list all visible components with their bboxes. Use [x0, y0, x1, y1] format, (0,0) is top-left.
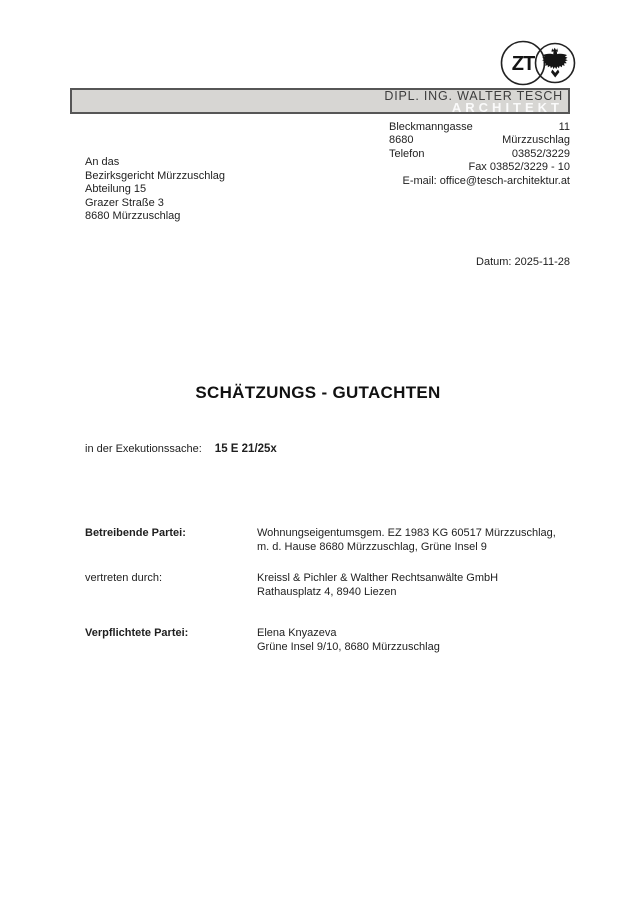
zt-monogram: ZT — [511, 53, 535, 75]
party-value-obligated — [257, 626, 572, 654]
contact-block — [389, 121, 570, 188]
contact-zip: 8680 — [389, 134, 414, 147]
date-value: 2025-11-28 — [514, 256, 570, 268]
contact-fax-line: Fax 03852/3229 - 10 — [468, 161, 570, 174]
recipient-line-4: Grazer Straße 3 — [85, 196, 164, 209]
party-label-obligated: Verpflichtete Partei: — [85, 627, 189, 639]
case-number: 15 E 21/25x — [214, 443, 277, 455]
contact-city-line — [389, 134, 570, 147]
date-label: Datum: — [476, 256, 512, 268]
recipient-line-3: Abteilung 15 — [85, 183, 147, 195]
party-representative-line-2: Rathausplatz 4, 8940 Liezen — [257, 586, 397, 598]
austrian-federal-eagle-icon — [542, 48, 568, 78]
contact-phone-line — [389, 148, 570, 161]
recipient-line-1: An das — [85, 156, 120, 168]
parties-section — [85, 526, 572, 654]
case-label: in der Exekutionssache: — [85, 443, 202, 455]
party-row-representative — [85, 571, 572, 599]
party-row-obligated — [85, 626, 572, 654]
party-obligated-line-2: Grüne Insel 9/10, 8680 Mürzzuschlag — [257, 641, 440, 653]
recipient-address — [85, 156, 225, 224]
party-value-operating — [257, 526, 572, 554]
party-label-representative: vertreten durch: — [85, 572, 163, 584]
contact-email-line: E-mail: office@tesch-architektur.at — [402, 174, 570, 187]
logo-graphic — [498, 40, 578, 86]
recipient-line-5: 8680 Mürzzuschlag — [85, 210, 181, 222]
case-reference — [85, 443, 277, 455]
party-label-operating: Betreibende Partei: — [85, 527, 186, 539]
date-line — [476, 256, 570, 268]
party-operating-line-1: Wohnungseigentumsgem. EZ 1983 KG 60517 Mürzzuschlag, — [257, 527, 556, 539]
architect-role: ARCHITEKT — [451, 100, 563, 114]
contact-phone-label: Telefon — [389, 147, 425, 160]
party-row-operating — [85, 526, 572, 554]
party-representative-line-1: Kreissl & Pichler & Walther Rechtsanwälte GmbH — [257, 572, 499, 584]
document-title: SCHÄTZUNGS - GUTACHTEN — [195, 383, 441, 402]
contact-city: Mürzzuschlag — [502, 134, 570, 147]
contact-phone-number: 03852/3229 — [511, 147, 570, 160]
contact-street: Bleckmanngasse — [389, 121, 473, 133]
recipient-line-2: Bezirksgericht Mürzzuschlag — [85, 169, 225, 182]
party-operating-line-2: m. d. Hause 8680 Mürzzuschlag, Grüne Insel 9 — [257, 541, 487, 553]
party-obligated-line-1: Elena Knyazeva — [257, 627, 337, 639]
architect-name: DIPL. ING. WALTER TESCH — [384, 89, 563, 103]
contact-street-line — [389, 121, 570, 134]
contact-street-number: 11 — [558, 121, 570, 133]
letterhead-bar — [70, 88, 570, 114]
zt-architect-logo — [498, 40, 578, 86]
party-value-representative — [257, 571, 572, 599]
